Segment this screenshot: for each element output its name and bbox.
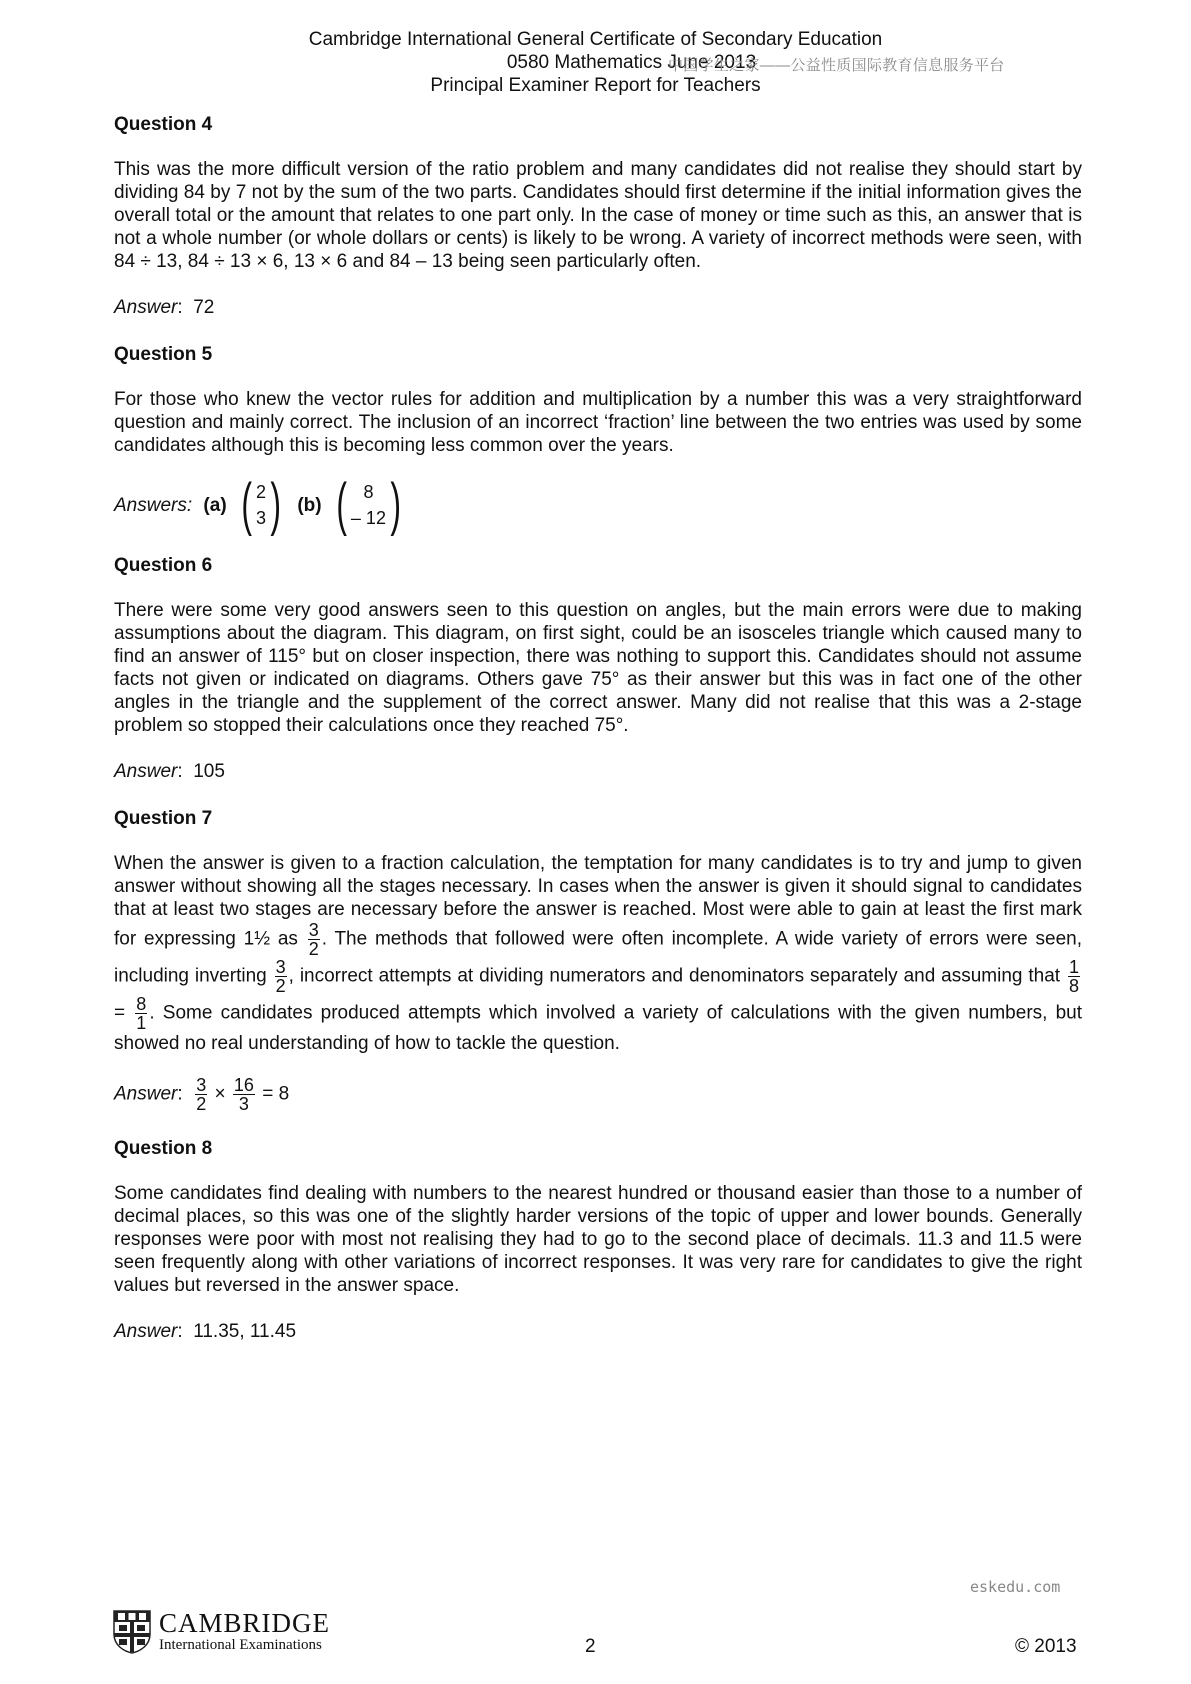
question-4-title: Question 4 [114,114,213,135]
fraction: $\frac{8}{1}$ [136,994,147,1033]
vector-a-top: 2 [255,482,266,502]
answer-label: Answer [114,1083,178,1105]
question-8-answer: Answer: 11.35, 11.45 [114,1321,297,1342]
answer-label: Answer [114,297,178,318]
vector-b-bottom: – 12 [350,508,386,528]
fraction: $\frac{1}{8}$ [1069,957,1080,996]
question-4-text: This was the more difficult version of the ratio problem and many candidates did not realise they should start by dividing 84 by 7 not by the sum of the two parts. Candidates should first determine if the initial information gives the overall total or the amount that relates to one part only. In the case of money or time such as this, an answer that is not a whole number (or whole dollars or cents) is likely to be wrong. A variety of incorrect methods were seen, with 84 ÷ 13, 84 ÷ 13 × 6, 13 × 6 and 84 – 13 being seen particularly often. [114,159,1082,272]
page-number: 2 [585,1636,596,1657]
fraction: $\frac{3}{2}$ [275,957,286,996]
header-line-3: Principal Examiner Report for Teachers [430,75,761,96]
answer-result: = 8 [262,1083,290,1105]
q7-text-d: . Some candidates produced attempts which involved a variety of calculations with the given numbers, but showed no real understanding of how to tackle the question. [114,1002,1083,1054]
watermark-text: 中国学生之家——公益性质国际教育信息服务平台 [668,57,1005,74]
cambridge-shield-icon [113,1610,151,1654]
question-7-answer: Answer: $\frac{3}{2}$ × $\frac{16}{3}$ = 8 [114,1075,290,1114]
cambridge-logo [113,1610,330,1654]
vector-b: ( 8 – 12 ) [335,472,401,537]
page-header [0,28,1191,97]
question-8-text: Some candidates find dealing with numbers to the nearest hundred or thousand easier than those to a number of decimal places, so this was one of the slightly harder versions of the topic of upper and lower bounds. Generally responses were poor with most not realising they had to go to the second place of decimals. 11.3 and 11.5 were seen frequently along with other variations of incorrect responses. It was very rare for candidates to give the right values but reversed in the answer space. [114,1183,1082,1296]
report-body [114,113,1082,1367]
question-5-text: For those who knew the vector rules for addition and multiplication by a number this was a very straightforward question and mainly correct. The inclusion of an incorrect ‘fraction’ line between the two entries was used by some candidates although this is becoming less common over the years. [114,389,1082,456]
question-6-answer: Answer: 105 [114,761,225,782]
question-6-text: There were some very good answers seen to this question on angles, but the main errors were due to making assumptions about the diagram. This diagram, on first sight, could be an isosceles triangle which caused many to find an answer of 115° but on closer inspection, there was nothing to support this. Candidates should not assume facts not given or indicated on diagrams. Others gave 75° as their answer but this was in fact one of the other angles in the triangle and the supplement of the correct answer. Many did not realise that this was a 2-stage problem so stopped their calculations once they reached 75°. [114,600,1082,736]
vector-a: ( 2 3 ) [241,472,281,537]
times-sign: × [214,1083,226,1105]
fraction: $\frac{16}{3}$ [233,1075,254,1114]
answer-label: Answer [114,761,178,782]
answer-label: Answers: [114,494,193,516]
question-6-title: Question 6 [114,555,213,576]
fraction: $\frac{3}{2}$ [308,920,319,959]
answer-label: Answer [114,1321,178,1342]
question-8-title: Question 8 [114,1138,213,1159]
fraction: $\frac{3}{2}$ [196,1075,207,1114]
copyright: © 2013 [1015,1636,1077,1657]
logo-text [159,1610,330,1654]
question-5-title: Question 5 [114,344,213,365]
answer-value: 11.35, 11.45 [193,1321,297,1342]
logo-title: CAMBRIDGE [159,1608,331,1638]
logo-subtitle: International Examinations [159,1637,322,1653]
question-7-title: Question 7 [114,808,213,829]
header-line-1: Cambridge International General Certificate of Secondary Education [308,29,883,50]
q7-text-c: , incorrect attempts at dividing numerators and denominators separately and assuming that [288,965,1061,987]
answer-value: 105 [193,761,225,782]
part-a-label: (a) [203,494,227,516]
question-5-answer [114,472,1082,537]
site-watermark: eskedu.com [970,1578,1061,1596]
vector-a-bottom: 3 [255,508,266,528]
question-4-answer: Answer: 72 [114,297,215,318]
question-7-text [114,852,1082,1055]
answer-value: 72 [193,297,215,318]
vector-b-top: 8 [363,482,374,502]
q7-text-a: When the answer is given to a fraction calculation, the temptation for many candidates is to try and jump to given answer without showing all the stages necessary. In cases when the answer is given it should signal to candidates that at least two stages are necessary before the answer is reached. Most were able to gain at least the first mark for expressing 1½ as [114,853,1082,950]
q7-text-b: . The methods that followed were often incomplete. A wide variety of errors were seen, including inverting [114,928,1083,987]
equals-sign: = [114,1002,126,1024]
part-b-label: (b) [297,494,322,516]
header-line-2: 0580 Mathematics June 2013 [506,52,757,73]
